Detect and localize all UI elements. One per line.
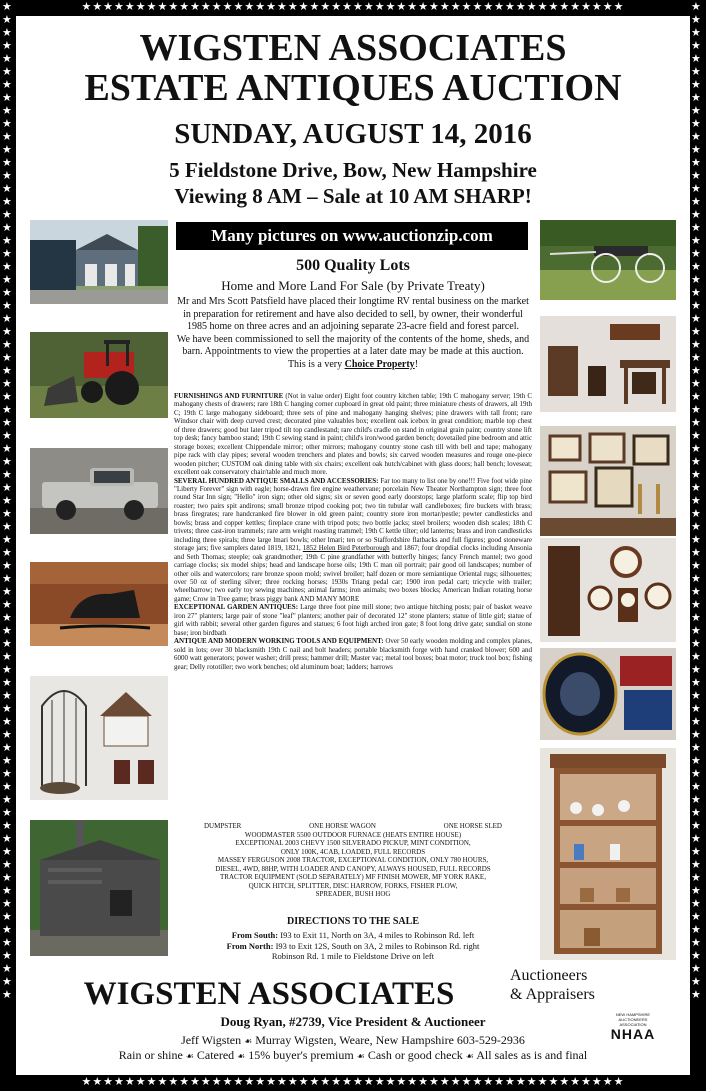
intro-paragraph-2-text: We have been commissioned to sell the majority of the contents of the home, sheds, and barn. Appointments to view the properties at a later date may be made at this auction. This is a very [176,333,530,370]
separator-icon: ☙ [465,1051,474,1061]
south-text: I93 to Exit 11, North on 3A, 4 miles to Robinson Rd. left [278,930,475,940]
framed-samplers-photo [540,426,676,536]
horse-wagon-photo [540,220,676,300]
separator-icon: ☙ [356,1051,365,1061]
viewing-time: Viewing 8 AM – Sale at 10 AM SHARP! [174,184,532,208]
auctioneers-label: Auctioneers [510,967,588,984]
sampler-highlight: 1852 Helen Bird Peterborough [302,544,390,553]
intro-text [174,296,532,371]
separator-icon: ☙ [244,1036,253,1046]
jeff-wigsten: Jeff Wigsten [181,1033,242,1047]
tractor-line-1: TRACTOR EQUIPMENT (SOLD SEPARATELY) MF FINISH MOWER, MF YORK RAKE, [220,873,486,881]
barn-photo [30,220,168,304]
auction-date: SUNDAY, AUGUST 14, 2016 [174,118,532,150]
furniture-note: (Not in value order) [283,392,345,400]
furniture-heading: FURNISHINGS AND FURNITURE [174,392,284,400]
horse-sled: ONE HORSE SLED [443,822,502,830]
auctioneers-appraisers [510,966,690,1004]
clocks-photo [540,538,676,642]
company-name: WIGSTEN ASSOCIATES [83,976,455,1012]
tools-text: Over 50 early wooden molding and complex planes, sold in lots; over 30 blacksmith 19th C nail and bolt headers; portable blacksmith forge with hand cranked blower; 600 and 6000 watt generators; power washer; drill press; hammer drill; Master vac; metal tool boxes; boat motor; truck tool box; fishing gear; Delly rototiller; two work benches; old aluminum boat; ladders; harrows [174,637,532,671]
murray-wigsten: Murray Wigsten, Weare, New Hampshire 603-529-2936 [255,1033,525,1047]
auctionzip-banner: Many pictures on www.auctionzip.com [176,222,528,250]
appraisers-label: & Appraisers [510,986,595,1003]
separator-icon: ☙ [185,1051,194,1061]
furnace: WOODMASTER 5500 OUTDOOR FURNACE (HEATS ENTIRE HOUSE) [244,830,462,839]
flyer [16,16,690,1075]
antique-furniture-photo [540,316,676,412]
intro-paragraph-2 [174,334,532,372]
catalog-text [174,392,532,671]
equipment-list [174,822,532,899]
garden-text: Large three foot pine mill stone; two antique hitching posts; pair of basket weave iron 27" planters; large pair of stone "leaf" planters; another pair of decorated 12" stone planters; statue of little girl; statue of girl with rabbit; several other garden figures and statues; 6 foot high arched iron gate; 8 foot long drive gate; sundial on stone base; iron birdbath [174,603,532,637]
north-label: From North: [226,940,274,951]
horse-wagon: ONE HORSE WAGON [309,822,376,830]
smalls-heading: SEVERAL HUNDRED ANTIQUE SMALLS AND ACCESSORIES: [174,476,379,485]
payment-terms: Cash or good check [367,1048,463,1062]
toleware-tray-photo [540,648,676,740]
south-label: From South: [231,930,279,940]
tractor-line-3: SPREADER, BUSH HOG [315,890,391,898]
furniture-text: Eight foot country kitchen table; 19th C mahogany server; 19th C mahogany chests of drawers; rare 18th C hanging corner cupboard in great old paint; three miniature chests of drawers, all 19th C; 19th C large mahogany sideboard; three sets of pine and mahogany hanging shelves; pine drawers with tall front; rare Windsor chair with deep curved crest; decorated pine valuables box; excellent oak icebox in great condition; marble top chest of three drawers; good but later tripod tilt top candlestand; rare child's cradle on stand in original grain paint; country stone lift top desk; fancy bamboo stand; 19th C sewing stand in paint; child's iron/wood garden bench; dovetailed pine bedroom and attic storage boxes; excellent Chippendale mirror; other mirrors; mahogany country stone cash till with bell and tape; mahogany pipe rack with clay pipes; several wooden trenchers and plates and bowls; six carved wooden measures and rouge one-piece wooden pitcher; CUSTOM oak dining table with six chairs; excellent oak hutch/cabinet with glass doors; hall bench; loveseat; excellent oak conservatory chair/table and much more. [174,392,532,477]
directions-south [174,930,532,941]
buyers-premium: 15% buyer's premium [248,1048,354,1062]
quality-lots: 500 Quality Lots [296,257,410,274]
directions-final: Robinson Rd. 1 mile to Fieldstone Drive on left [271,951,435,961]
nhaa-subtitle: NEW HAMPSHIRE AUCTIONEERS ASSOCIATION [615,1012,651,1027]
title-line-1: WIGSTEN ASSOCIATES [139,27,567,69]
china-cabinet-photo [540,748,676,960]
sales-final: All sales as is and final [476,1048,588,1062]
terms-line [16,1048,690,1063]
dumpster: DUMPSTER [204,822,242,830]
wood-furnace-photo [30,820,168,956]
separator-icon: ☙ [237,1051,246,1061]
intro-paragraph-2-end: ! [414,358,419,370]
chevy-line-1: EXCEPTIONAL 2003 CHEVY 1500 SILVERADO PICKUP, MINT CONDITION, [235,839,471,847]
auctioneer-credit: Doug Ryan, #2739, Vice President & Auctioneer [220,1014,486,1029]
tractor-photo [30,332,168,418]
nhaa-letters: NHAA [610,1026,656,1042]
directions-north [174,941,532,952]
star-border-top: ★★★★★★★★★★★★★★★★★★★★★★★★★★★★★★★★★★★★★★★★★★★★★★★★★★ [81,0,625,13]
truck-photo [30,448,168,534]
catered: Catered [196,1048,235,1062]
smalls-text-1: Far too many to list one by one!!! Five foot wide pine "Liberty Forever" sign with eagle; horse-drawn fire engine weathervane; porcelain New Theater Northampton sign; three foot round Star Inn sign; "Hello" iron sign; other old signs; six or seven good early doorstops; large platform scale; flip top bird roaster; two pairs spit andirons; small bronze tripod cooking pot; two tin tubular wall candleboxes; fire buckets with brass; brass firegrates; rare handcranked fire blower in old green paint; country store iron mortar/pestle; pewter candlesticks and bowls; brass and copper kettles; fireplace crane with tripod pots; two bottle jacks; steel broilers; wooden dish scales; 18th C trivets; three cast-iron trammels; rare arm weight roasting trammel; 19th C kettle tilter; old lanterns; brass and iron candlesticks including three spirals; three large lmari bowls; other lmari; ten or so Staffordshire flatbacks and full figures; good stoneware storage jars; five samplers dated 1819, 1821, [174,476,532,553]
directions-heading: DIRECTIONS TO THE SALE [287,916,419,927]
massey-line-2: DIESEL, 4WD, 88HP, WITH LOADER AND CANOPY, ALWAYS HOUSED, FULL RECORDS [215,864,491,873]
rain-or-shine: Rain or shine [118,1048,183,1062]
title-line-2: ESTATE ANTIQUES AUCTION [84,67,622,109]
star-border-left: ★★★★★★★★★★★★★★★★★★★★★★★★★★★★★★★★★★★★★★★★★★★★★★★★★★★★★★★★★★★★★★★★★★★★★★★★★★★★★ [2,0,13,1001]
north-text: I93 to Exit 12S, South on 3A, 2 miles to Robinson Rd. right [273,940,480,951]
contact-line [16,1033,690,1048]
smalls-text-2: and 1867; four dropdial clocks including Ansonia and Seth Thomas; steeple; oak grandmother; 19th C pine grandfather with butterfly hinges; fancy French mantel; two good carriage clocks; six model ships; head and landscape horse oils; 19th C man oil portrait; pair good oil landscapes; number of other oils and watercolors; rare bronze spoon mold; swivel broiler; half dozen or more semiantique Oriental rugs; silhouettes; over 50 oz of sterling silver; three rocking horses; 1930s Triang pedal car; 1900 iron pedal cart; tricycle with trailer; wheelbarrow; two early toy sewing machines; animal farms; iron animals; two boxes blocks; American Indian rotating horse game; Crow in Tree game; brass piggy bank AND MANY MORE [174,544,533,603]
star-border-right: ★★★★★★★★★★★★★★★★★★★★★★★★★★★★★★★★★★★★★★★★★★★★★★★★★★★★★★★★★★★★★★★★★★★★★★★★★★★★★ [691,0,702,1001]
massey-line-1: MASSEY FERGUSON 2008 TRACTOR, EXCEPTIONAL CONDITION, ONLY 780 HOURS, [217,856,489,864]
sleigh-photo [30,562,168,646]
tractor-line-2: QUICK HITCH, SPLITTER, DISC HARROW, FORKS, FISHER PLOW, [248,881,458,890]
auction-address: 5 Fieldstone Drive, Bow, New Hampshire [169,158,537,182]
chevy-line-2: ONLY 100K, 4CAB, LOADED, FULL RECORDS [280,847,426,856]
home-land-sale: Home and More Land For Sale (by Private Treaty) [221,278,485,293]
garden-heading: EXCEPTIONAL GARDEN ANTIQUES: [174,603,299,612]
star-border-bottom: ★★★★★★★★★★★★★★★★★★★★★★★★★★★★★★★★★★★★★★★★★★★★★★★★★★ [81,1075,625,1088]
directions [174,930,532,962]
tools-heading: ANTIQUE AND MODERN WORKING TOOLS AND EQUIPMENT: [174,637,384,646]
intro-paragraph-1: Mr and Mrs Scott Patsfield have placed their longtime RV rental business on the market in preparation for retirement and have also decided to sell, by owner, their wonderful 1985 home on three acres and an adjoining separate 23-acre field and forest parcel. [177,296,529,332]
garden-gate-photo [30,676,168,800]
equipment-row-1 [174,822,532,831]
choice-property: Choice Property [344,358,415,370]
